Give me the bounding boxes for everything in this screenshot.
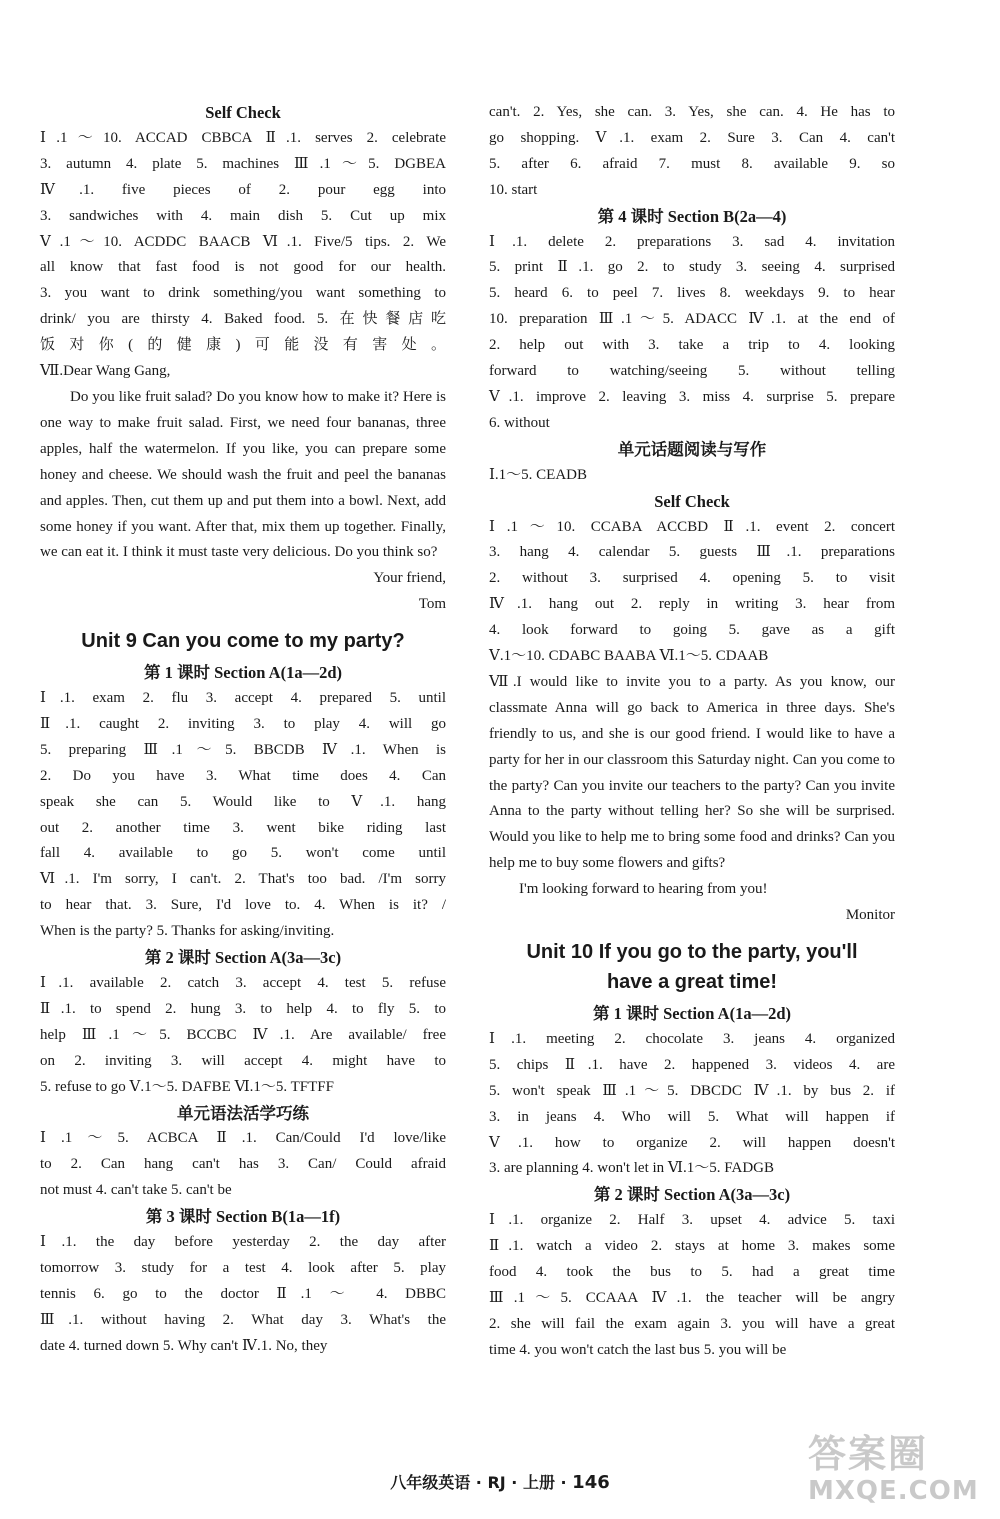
invitation-closing: I'm looking forward to hearing from you! [519,881,768,898]
reading-writing-heading: 单元话题阅读与写作 [617,439,767,459]
unit10-title-line1: Unit 10 If you go to the party, you'll [526,941,858,963]
lesson2-answers [40,971,446,1101]
answer-line: 5. chips Ⅱ.1. have 2. happened 3. videos 4. are [489,1056,895,1073]
answer-line: speak she can 5. Would like to Ⅴ.1. hang [40,793,446,810]
answer-line: 2. help out with 3. take a trip to 4. looking [489,337,895,354]
self-check-answers [40,126,446,385]
answer-line: 3. are planning 4. won't let in Ⅵ.1～5. FADGB [489,1160,774,1177]
answer-line: Ⅴ.1～10. CDABC BAABA Ⅵ.1～5. CDAAB [489,648,769,665]
answer-line: 4. look forward to going 5. gave as a gift [489,622,895,639]
u10-lesson1-heading: 第 1 课时 Section A(1a—2d) [593,1004,791,1023]
answer-line: 5. preparing Ⅲ.1～5. BBCDB Ⅳ.1. When is [40,741,446,758]
footer-label: 八年级英语 · RJ · 上册 · [390,1473,573,1492]
answer-line: Ⅴ.1. improve 2. leaving 3. miss 4. surprise 5. prepare [489,388,895,405]
grammar-answers [40,1126,446,1204]
watermark [808,1432,978,1512]
invitation-signature: Monitor [845,907,895,924]
answer-line: go shopping. Ⅴ.1. exam 2. Sure 3. Can 4. can't [489,129,895,146]
answer-line: Ⅰ.1. meeting 2. chocolate 3. jeans 4. organized [489,1030,895,1047]
self-check2-answers [489,515,895,670]
answer-line: Ⅶ.Dear Wang Gang, [40,363,171,380]
answer-line: 3. autumn 4. plate 5. machines Ⅲ.1～5. DGBEA [40,155,446,172]
answer-line: 3. sandwiches with 4. main dish 5. Cut up mix [40,207,446,224]
answer-line: 5. won't speak Ⅲ.1～5. DBCDC Ⅳ.1. by bus 2. if [489,1082,895,1099]
answer-line: 饭对你(的健康)可能没有害处。 [40,337,446,354]
answer-line: 10. preparation Ⅲ.1～5. ADACC Ⅳ.1. at the end of [489,311,895,328]
answer-line: 5. refuse to go Ⅴ.1～5. DAFBE Ⅵ.1～5. TFTFF [40,1078,334,1095]
left-column [40,100,446,1360]
answer-line: on 2. inviting 3. will accept 4. might have to [40,1052,446,1069]
u10-lesson2-heading: 第 2 课时 Section A(3a—3c) [593,1185,791,1205]
self-check-heading: Self Check [205,103,281,122]
lesson4-heading: 第 4 课时 Section B(2a—4) [597,206,787,226]
watermark-url: MXQE.COM [808,1476,979,1506]
answer-line: to 2. Can hang can't has 3. Can/ Could afraid [40,1156,446,1173]
letter-signature: Tom [418,596,446,613]
answer-line: Ⅱ.1. to spend 2. hung 3. to help 4. to fly 5. to [40,1000,446,1017]
answer-line: Ⅰ.1. delete 2. preparations 3. sad 4. invitation [489,233,895,250]
self-check2-heading: Self Check [654,491,730,511]
answer-line: Ⅲ.1. without having 2. What day 3. What's the [40,1311,446,1328]
answer-line: When is the party? 5. Thanks for asking/inviting. [40,923,335,940]
lesson4-answers [489,230,895,437]
lesson3-continued-answers [489,100,895,204]
answer-line: Ⅱ.1. watch a video 2. stays at home 3. makes some [489,1238,895,1255]
lesson1-answers [40,686,446,945]
answer-line: time 4. you won't catch the last bus 5. you will be [489,1341,787,1358]
lesson3-answers [40,1230,446,1360]
answer-line: out 2. another time 3. went bike riding last [40,819,446,836]
u10-lesson1-answers [489,1027,895,1182]
answer-line: forward to watching/seeing 5. without telling [489,363,895,380]
grammar-heading: 单元语法活学巧练 [177,1103,309,1123]
answer-line: 10. start [489,181,538,198]
answer-line: 2. she will fail the exam again 3. you will have a great [489,1315,895,1332]
answer-line: 6. without [489,414,550,431]
letter-body: Do you like fruit salad? Do you know how to make it? Here is one way to make fruit salad. First, we need four bananas, three apples, half the watermelon. If you like, you can prepare some honey and cheese. We should wash the fruit and peel the bananas and apples. Then, cut them up and put them into a bowl. Next, add some honey if you want. After that, mix them up together. Finally, we can eat it. I think it must taste very delicious. Do you think so? [40,388,446,561]
answer-line: 2. without 3. surprised 4. opening 5. to visit [489,570,895,587]
answer-line: to hear that. 3. Sure, I'd love to. 4. When is it? / [40,897,446,914]
answer-line: Ⅲ.1～5. CCAAA Ⅳ.1. the teacher will be angry [489,1289,895,1306]
answer-line: 3. you want to drink something/you want something to [40,285,446,302]
answer-line: Ⅱ.1. caught 2. inviting 3. to play 4. will go [40,715,446,732]
answer-line: Ⅰ.1～10. ACCAD CBBCA Ⅱ.1. serves 2. celebrate [40,129,446,146]
unit10-title-line2: have a great time! [606,971,778,993]
reading-answers [489,463,895,489]
lesson3-heading: 第 3 课时 Section B(1a—1f) [145,1207,341,1227]
page-number: 146 [572,1472,610,1493]
answer-line: Ⅳ.1. five pieces of 2. pour egg into [40,181,446,198]
unit9-title: Unit 9 Can you come to my party? [81,630,405,653]
answer-line: Ⅴ.1. how to organize 2. will happen doesn't [489,1134,895,1151]
answer-line: help Ⅲ.1～5. BCCBC Ⅳ.1. Are available/ free [40,1026,446,1043]
answer-line: Ⅰ.1. organize 2. Half 3. upset 4. advice 5. taxi [489,1212,895,1229]
answer-line: Ⅵ.1. I'm sorry, I can't. 2. That's too bad. /I'm sorry [40,871,446,888]
answer-line: 5. after 6. afraid 7. must 8. available 9. so [489,155,895,172]
answer-line: date 4. turned down 5. Why can't Ⅳ.1. No, they [40,1337,328,1354]
answer-line: can't. 2. Yes, she can. 3. Yes, she can. 4. He has to [489,104,895,120]
answer-line: fall 4. available to go 5. won't come until [40,845,446,862]
answer-line: not must 4. can't take 5. can't be [40,1182,232,1199]
invitation-body: Ⅶ.I would like to invite you to a party. As you know, our classmate Anna will go back to America in three days. She's friendly to us, and she is our good friend. I would like to have a party for her in our classroom this Saturday night. Can you come to the party? Can you invite our teachers to the party? Can you invite Anna to the party without telling her? So she will be surprised. Would you like to help me to bring some food and drinks? Can you help me to buy some flowers and gifts? [489,673,895,872]
u10-lesson2-answers [489,1208,895,1363]
answer-line: Ⅰ.1～5. ACBCA Ⅱ.1. Can/Could I'd love/like [40,1130,446,1147]
answer-line: 3. in jeans 4. Who will 5. What will happen if [489,1108,895,1125]
answer-line: Ⅰ.1～10. CCABA ACCBD Ⅱ.1. event 2. concert [489,518,895,535]
answer-line: Ⅳ.1. hang out 2. reply in writing 3. hear from [489,596,895,613]
answer-line: Ⅰ.1. exam 2. flu 3. accept 4. prepared 5. until [40,690,446,707]
letter-closing: Your friend, [373,570,446,587]
answer-line: Ⅰ.1. available 2. catch 3. accept 4. test 5. refuse [40,975,446,991]
answer-line: Ⅴ.1～10. ACDDC BAACB Ⅵ.1. Five/5 tips. 2. We [40,233,446,250]
watermark-logo: 答案圈 [808,1432,929,1476]
answer-line: tomorrow 3. study for a test 4. look after 5. play [40,1259,446,1276]
answer-line: tennis 6. go to the doctor Ⅱ.1 ～ 4. DBBC [40,1285,446,1302]
answer-line: drink/ you are thirsty 4. Baked food. 5. 在快餐店吃 [40,311,446,328]
right-column [489,100,895,1364]
answer-line: 3. hang 4. calendar 5. guests Ⅲ.1. preparations [489,544,895,561]
answer-line: 2. Do you have 3. What time does 4. Can [40,767,446,784]
answer-line: all know that fast food is not good for our health. [40,259,446,276]
answer-line: 5. print Ⅱ.1. go 2. to study 3. seeing 4. surprised [489,259,895,276]
answer-line: Ⅰ.1. the day before yesterday 2. the day after [40,1234,446,1251]
lesson1-heading: 第 1 课时 Section A(1a—2d) [144,663,342,683]
lesson2-heading: 第 2 课时 Section A(3a—3c) [144,948,342,968]
answer-line: food 4. took the bus to 5. had a great time [489,1264,895,1281]
answer-line: Ⅰ.1～5. CEADB [489,466,588,483]
answer-line: 5. heard 6. to peel 7. lives 8. weekdays 9. to hear [489,285,895,302]
